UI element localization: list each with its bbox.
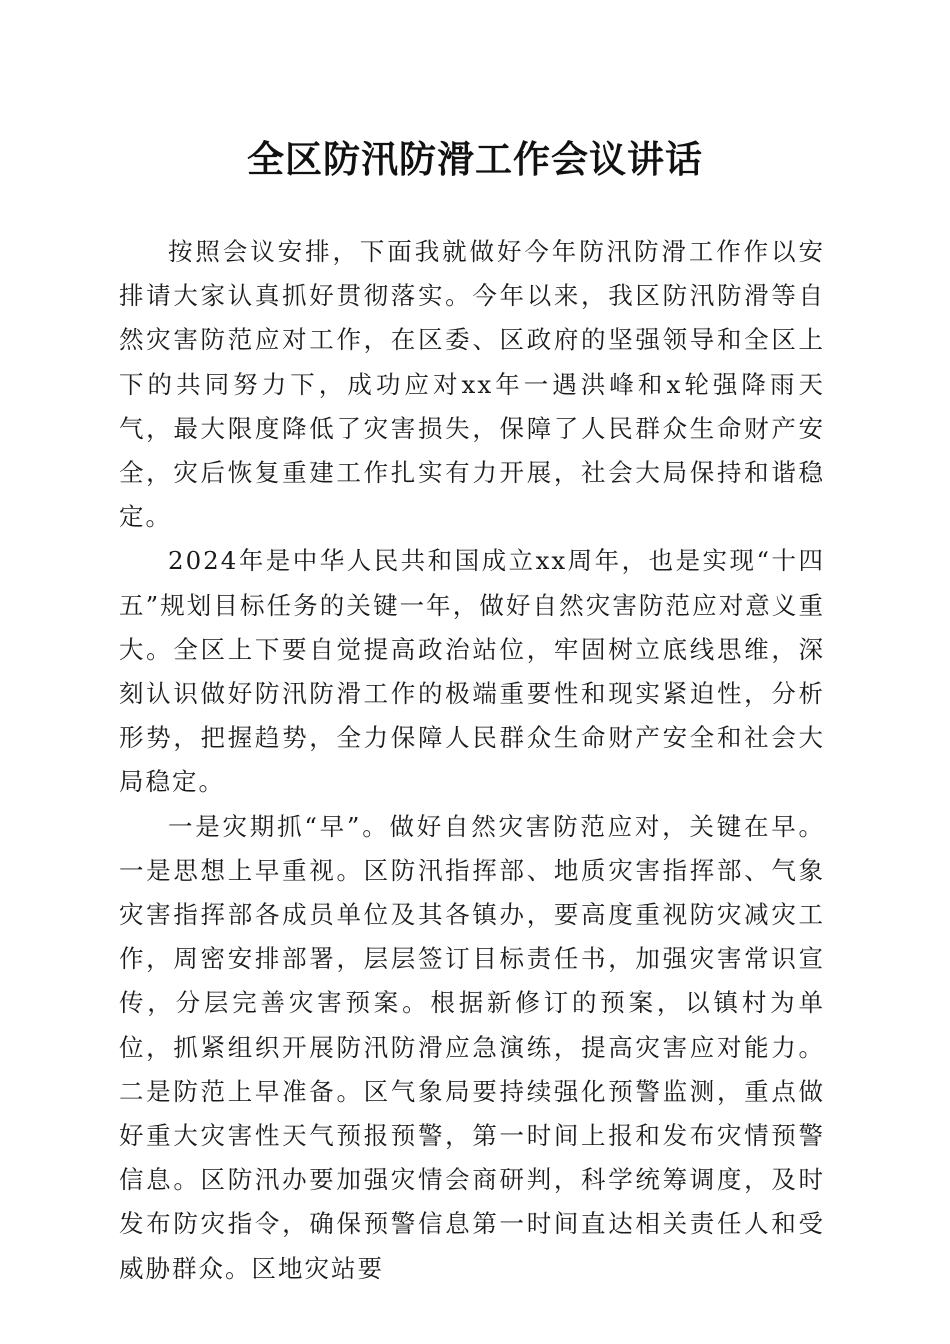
paragraph-text: 按照会议安排，下面我就做好今年防汛防滑工作作以安排请大家认真抓好贯彻落实。今年以来，我区防汛防滑等自然灾害防范应对工作，在区委、区政府的坚强领导和全区上下的共同努力下，成功应对xx年一遇洪峰和x轮强降雨天气，最大限度降低了灾害损失，保障了人民群众生命财产安全，灾后恢复重建工作扎实有力开展，社会大局保持和谐稳定。 (119, 237, 825, 532)
paragraph-text: 做好自然灾害防范应对，关键在早。一是思想上早重视。区防汛指挥部、地质灾害指挥部、气象灾害指挥部各成员单位及其各镇办，要高度重视防灾减灾工作，周密安排部署，层层签订目标责任书，加强灾害常识宣传，分层完善灾害预案。根据新修订的预案，以镇村为单位，抓紧组织开展防汛防滑应急演练，提高灾害应对能力。二是防范上早准备。区气象局要持续强化预警监测，重点做好重大灾害性天气预报预警，第一时间上报和发布灾情预警信息。区防汛办要加强灾情会商研判，科学统筹调度，及时发布防灾指令，确保预警信息第一时间直达相关责任人和受威胁群众。区地灾站要 (119, 811, 825, 1283)
document-body (119, 230, 825, 1291)
paragraph-3 (119, 805, 825, 1291)
paragraph-lead: 一是灾期抓“早”。 (168, 811, 390, 841)
paragraph-text: 2024年是中华人民共和国成立xx周年，也是实现“十四五”规划目标任务的关键一年，做好自然灾害防范应对意义重大。全区上下要自觉提高政治站位，牢固树立底线思维，深刻认识做好防汛防滑工作的极端重要性和现实紧迫性，分析形势，把握趋势，全力保障人民群众生命财产安全和社会大局稳定。 (119, 546, 825, 797)
document-title: 全区防汛防滑工作会议讲话 (247, 137, 703, 181)
paragraph-2 (119, 539, 825, 804)
paragraph-1 (119, 230, 825, 539)
